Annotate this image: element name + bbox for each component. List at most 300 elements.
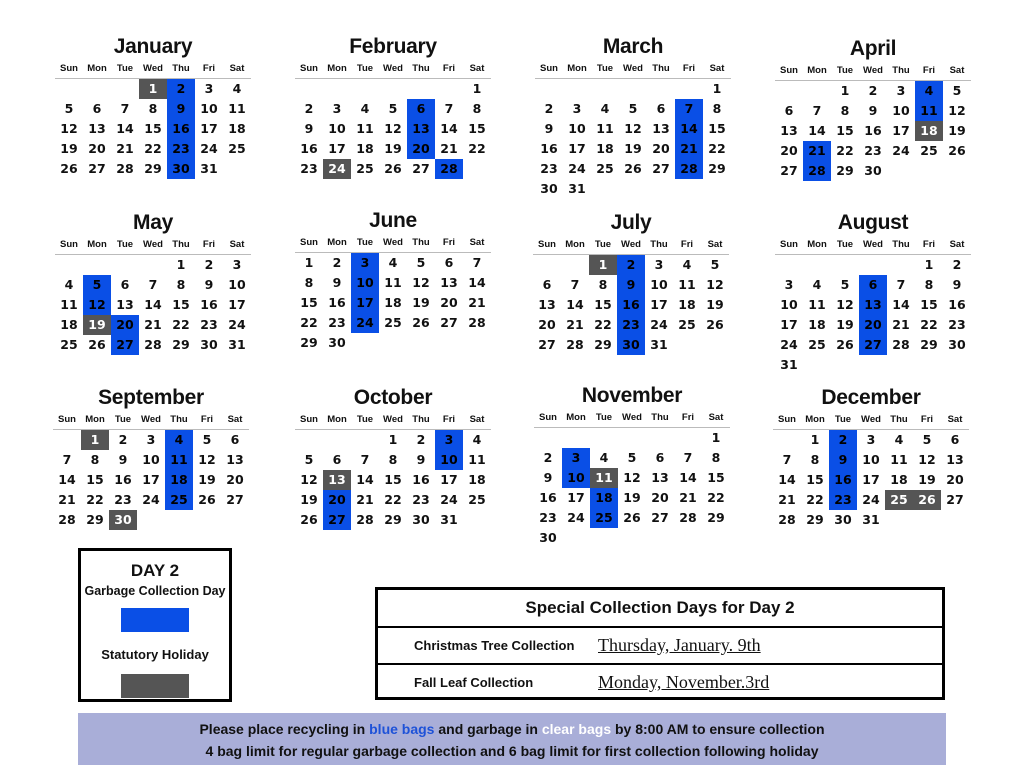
day-cell: 27 <box>88 161 106 176</box>
day-cell: 21 <box>58 492 76 507</box>
empty-day <box>111 255 139 275</box>
day-cell: 25 <box>60 337 78 352</box>
day-cell: 6 <box>784 103 794 118</box>
month-june <box>295 208 491 353</box>
weekday-label: Tue <box>596 63 614 74</box>
day-cell: 27 <box>652 161 670 176</box>
weekday-header <box>55 236 251 255</box>
day-cell: 1 <box>304 255 314 270</box>
empty-day <box>295 430 323 450</box>
month-days <box>295 79 491 179</box>
day-cell: 27 <box>946 492 964 507</box>
weekday-label: Mon <box>565 239 585 250</box>
day-cell: 1 <box>711 430 721 445</box>
weekday-label: Sat <box>227 414 243 425</box>
day-cell: 13 <box>226 452 244 467</box>
month-october <box>295 385 491 530</box>
day-cell: 2 <box>416 432 426 447</box>
day-cell: 20 <box>780 143 798 158</box>
day-cell: 16 <box>300 141 318 156</box>
day-cell: 15 <box>144 121 162 136</box>
month-september <box>53 385 249 530</box>
day-cell: 4 <box>812 277 822 292</box>
day-cell: 15 <box>86 472 104 487</box>
day-cell: 19 <box>412 295 430 310</box>
day-cell: 31 <box>200 161 218 176</box>
weekday-label: Wed <box>383 237 403 248</box>
day-cell: 17 <box>142 472 160 487</box>
day-cell: 14 <box>892 297 910 312</box>
collection-day: 4 <box>165 430 193 450</box>
collection-day: 6 <box>407 99 435 119</box>
weekday-label: Mon <box>87 63 107 74</box>
month-title: June <box>369 209 417 232</box>
weekday-label: Tue <box>594 239 612 250</box>
day-cell: 16 <box>200 297 218 312</box>
day-cell: 25 <box>678 317 696 332</box>
day-cell: 20 <box>538 317 556 332</box>
day-cell: 18 <box>596 141 614 156</box>
legend-title: DAY 2 <box>130 561 180 580</box>
day-cell: 25 <box>920 143 938 158</box>
day-cell: 23 <box>412 492 430 507</box>
day-cell: 21 <box>116 141 134 156</box>
day-cell: 8 <box>472 101 482 116</box>
day-cell: 29 <box>806 512 824 527</box>
day-cell: 3 <box>572 101 582 116</box>
day-cell: 25 <box>596 161 614 176</box>
day-cell: 22 <box>172 317 190 332</box>
weekday-label: Fri <box>682 63 696 74</box>
day-cell: 23 <box>114 492 132 507</box>
holiday-day: 30 <box>109 510 137 530</box>
day-cell: 29 <box>707 510 725 525</box>
month-days <box>535 79 731 199</box>
month-title: March <box>602 35 664 58</box>
day-cell: 7 <box>148 277 158 292</box>
empty-day <box>775 255 803 275</box>
month-august <box>775 210 971 375</box>
day-cell: 17 <box>650 297 668 312</box>
notice-line-2: 4 bag limit for regular garbage collection and 6 bag limit for first collection following holiday <box>205 743 819 759</box>
collection-day: 12 <box>83 295 111 315</box>
weekday-label: Sat <box>949 65 965 76</box>
weekday-label: Fri <box>200 414 214 425</box>
day-cell: 11 <box>468 452 486 467</box>
day-cell: 5 <box>388 101 398 116</box>
weekday-label: Sat <box>709 63 725 74</box>
month-days <box>295 253 491 353</box>
collection-day: 11 <box>915 101 943 121</box>
day-cell: 24 <box>567 510 585 525</box>
weekday-label: Mon <box>807 65 827 76</box>
day-cell: 9 <box>544 121 554 136</box>
collection-day: 20 <box>323 490 351 510</box>
weekday-label: Fri <box>202 63 216 74</box>
day-cell: 18 <box>808 317 826 332</box>
special-row-label: Fall Leaf Collection <box>414 675 534 690</box>
day-cell: 19 <box>623 490 641 505</box>
day-cell: 13 <box>440 275 458 290</box>
day-cell: 11 <box>890 452 908 467</box>
day-cell: 29 <box>836 163 854 178</box>
collection-day: 16 <box>617 295 645 315</box>
empty-day <box>859 255 887 275</box>
day-cell: 18 <box>356 141 374 156</box>
weekday-label: Mon <box>327 414 347 425</box>
day-cell: 26 <box>623 510 641 525</box>
day-cell: 25 <box>468 492 486 507</box>
day-cell: 11 <box>808 297 826 312</box>
collection-day: 2 <box>617 255 645 275</box>
weekday-label: Thu <box>892 65 910 76</box>
day-cell: 30 <box>948 337 966 352</box>
day-cell: 13 <box>538 297 556 312</box>
weekday-header <box>773 411 969 430</box>
weekday-label: Fri <box>680 239 694 250</box>
day-cell: 2 <box>204 257 214 272</box>
day-cell: 26 <box>198 492 216 507</box>
day-cell: 29 <box>86 512 104 527</box>
special-row-fall-leaf <box>378 663 942 700</box>
weekday-label: Wed <box>383 414 403 425</box>
day-cell: 16 <box>539 490 557 505</box>
day-cell: 11 <box>356 121 374 136</box>
day-cell: 30 <box>328 335 346 350</box>
weekday-label: Thu <box>412 63 430 74</box>
collection-day: 25 <box>165 490 193 510</box>
day-cell: 26 <box>300 512 318 527</box>
day-cell: 30 <box>864 163 882 178</box>
month-days <box>533 255 729 355</box>
empty-day <box>803 255 831 275</box>
empty-day <box>323 430 351 450</box>
day-cell: 24 <box>650 317 668 332</box>
day-cell: 6 <box>656 101 666 116</box>
day-cell: 30 <box>412 512 430 527</box>
day-cell: 22 <box>594 317 612 332</box>
weekday-header <box>775 236 971 255</box>
day-cell: 15 <box>384 472 402 487</box>
day-cell: 15 <box>708 121 726 136</box>
month-days <box>55 79 251 179</box>
collection-day: 10 <box>435 450 463 470</box>
day-cell: 23 <box>539 510 557 525</box>
weekday-label: Wed <box>622 412 642 423</box>
day-cell: 9 <box>952 277 962 292</box>
weekday-label: Mon <box>85 414 105 425</box>
day-cell: 1 <box>712 81 722 96</box>
day-cell: 31 <box>228 337 246 352</box>
collection-day: 28 <box>675 159 703 179</box>
weekday-label: Sun <box>58 414 76 425</box>
legend-holiday-swatch <box>121 674 189 698</box>
day-cell: 22 <box>144 141 162 156</box>
day-cell: 27 <box>226 492 244 507</box>
weekday-label: Sat <box>708 412 724 423</box>
day-cell: 24 <box>142 492 160 507</box>
day-cell: 6 <box>332 452 342 467</box>
day-cell: 1 <box>176 257 186 272</box>
weekday-label: Sat <box>229 63 245 74</box>
weekday-label: Mon <box>327 63 347 74</box>
day-cell: 7 <box>782 452 792 467</box>
day-cell: 21 <box>440 141 458 156</box>
day-cell: 5 <box>710 257 720 272</box>
day-cell: 6 <box>92 101 102 116</box>
collection-day: 23 <box>617 315 645 335</box>
day-cell: 9 <box>118 452 128 467</box>
day-cell: 8 <box>712 101 722 116</box>
day-cell: 18 <box>890 472 908 487</box>
weekday-label: Sun <box>300 414 318 425</box>
weekday-label: Wed <box>141 414 161 425</box>
day-cell: 12 <box>623 470 641 485</box>
holiday-day: 1 <box>589 255 617 275</box>
day-cell: 2 <box>118 432 128 447</box>
day-cell: 1 <box>388 432 398 447</box>
day-cell: 17 <box>568 141 586 156</box>
day-cell: 12 <box>624 121 642 136</box>
day-cell: 24 <box>862 492 880 507</box>
weekday-header <box>295 234 491 253</box>
month-title: November <box>581 384 683 407</box>
weekday-label: Mon <box>327 237 347 248</box>
day-cell: 12 <box>918 452 936 467</box>
day-cell: 7 <box>120 101 130 116</box>
weekday-label: Thu <box>651 412 669 423</box>
day-cell: 6 <box>230 432 240 447</box>
weekday-label: Tue <box>116 63 134 74</box>
day-cell: 22 <box>86 492 104 507</box>
day-cell: 14 <box>116 121 134 136</box>
day-cell: 11 <box>678 277 696 292</box>
day-cell: 28 <box>566 337 584 352</box>
collection-day: 3 <box>435 430 463 450</box>
day-cell: 8 <box>810 452 820 467</box>
weekday-label: Tue <box>836 239 854 250</box>
weekday-label: Fri <box>920 414 934 425</box>
empty-day <box>83 79 111 99</box>
weekday-label: Thu <box>892 239 910 250</box>
weekday-label: Mon <box>566 412 586 423</box>
day-cell: 19 <box>918 472 936 487</box>
day-cell: 14 <box>778 472 796 487</box>
collection-day: 24 <box>351 313 379 333</box>
weekday-label: Thu <box>890 414 908 425</box>
empty-day <box>591 79 619 99</box>
day-cell: 24 <box>200 141 218 156</box>
day-cell: 23 <box>328 315 346 330</box>
day-cell: 21 <box>778 492 796 507</box>
weekday-label: Thu <box>172 239 190 250</box>
day-cell: 23 <box>540 161 558 176</box>
holiday-day: 24 <box>323 159 351 179</box>
holiday-day: 25 <box>885 490 913 510</box>
weekday-label: Mon <box>805 414 825 425</box>
weekday-label: Sun <box>778 414 796 425</box>
collection-day: 9 <box>617 275 645 295</box>
day-cell: 10 <box>862 452 880 467</box>
day-cell: 17 <box>862 472 880 487</box>
collection-day: 23 <box>167 139 195 159</box>
weekday-label: Wed <box>623 63 643 74</box>
weekday-header <box>533 236 729 255</box>
special-row-date: Thursday, January. 9th <box>598 635 761 655</box>
day-cell: 16 <box>540 141 558 156</box>
weekday-label: Sat <box>707 239 723 250</box>
day-cell: 19 <box>948 123 966 138</box>
empty-day <box>647 79 675 99</box>
special-collection-table <box>375 587 945 700</box>
special-collection-title: Special Collection Days for Day 2 <box>378 590 942 628</box>
empty-day <box>351 430 379 450</box>
weekday-label: Wed <box>863 65 883 76</box>
day-cell: 27 <box>412 161 430 176</box>
legend-collection-label: Garbage Collection Day <box>84 584 226 598</box>
weekday-label: Tue <box>356 237 374 248</box>
day-cell: 14 <box>356 472 374 487</box>
weekday-label: Sun <box>539 412 557 423</box>
weekday-label: Sun <box>300 237 318 248</box>
empty-day <box>53 430 81 450</box>
weekday-label: Sat <box>469 414 485 425</box>
day-cell: 10 <box>892 103 910 118</box>
empty-day <box>619 79 647 99</box>
day-cell: 2 <box>304 101 314 116</box>
weekday-label: Fri <box>202 239 216 250</box>
day-cell: 4 <box>232 81 242 96</box>
month-title: January <box>113 35 193 58</box>
empty-day <box>773 430 801 450</box>
day-cell: 15 <box>836 123 854 138</box>
day-cell: 26 <box>706 317 724 332</box>
weekday-label: Tue <box>356 63 374 74</box>
day-cell: 11 <box>228 101 246 116</box>
weekday-label: Fri <box>442 237 456 248</box>
collection-day: 21 <box>675 139 703 159</box>
day-cell: 4 <box>64 277 74 292</box>
day-cell: 13 <box>946 452 964 467</box>
empty-day <box>83 255 111 275</box>
day-cell: 17 <box>892 123 910 138</box>
notice-text: Please place recycling in <box>199 721 370 737</box>
day-cell: 21 <box>892 317 910 332</box>
day-cell: 4 <box>472 432 482 447</box>
day-cell: 23 <box>948 317 966 332</box>
notice-clear-bags: clear bags <box>541 721 612 737</box>
day-cell: 28 <box>116 161 134 176</box>
empty-day <box>379 79 407 99</box>
day-cell: 12 <box>198 452 216 467</box>
day-cell: 22 <box>708 141 726 156</box>
weekday-label: Tue <box>114 414 132 425</box>
day-cell: 8 <box>711 450 721 465</box>
day-cell: 7 <box>444 101 454 116</box>
day-cell: 14 <box>679 470 697 485</box>
collection-day: 18 <box>590 488 618 508</box>
weekday-header <box>295 411 491 430</box>
day-cell: 11 <box>60 297 78 312</box>
day-cell: 7 <box>683 450 693 465</box>
legend-collection-swatch <box>121 608 189 632</box>
weekday-label: Sat <box>229 239 245 250</box>
collection-day: 11 <box>165 450 193 470</box>
day-cell: 22 <box>806 492 824 507</box>
day-cell: 8 <box>176 277 186 292</box>
weekday-header <box>55 60 251 79</box>
holiday-day: 1 <box>139 79 167 99</box>
day-cell: 4 <box>894 432 904 447</box>
weekday-label: Sun <box>780 65 798 76</box>
day-cell: 4 <box>600 101 610 116</box>
weekday-label: Tue <box>116 239 134 250</box>
day-cell: 4 <box>360 101 370 116</box>
day-cell: 5 <box>840 277 850 292</box>
collection-day: 23 <box>829 490 857 510</box>
collection-day: 30 <box>617 335 645 355</box>
weekday-label: Sun <box>60 239 78 250</box>
day-cell: 17 <box>440 472 458 487</box>
day-cell: 6 <box>542 277 552 292</box>
day-cell: 14 <box>58 472 76 487</box>
empty-day <box>295 79 323 99</box>
weekday-label: Sun <box>300 63 318 74</box>
day-cell: 14 <box>468 275 486 290</box>
day-cell: 19 <box>836 317 854 332</box>
day-cell: 26 <box>836 337 854 352</box>
collection-day: 28 <box>435 159 463 179</box>
collection-day: 27 <box>323 510 351 530</box>
legend-holiday-label: Statutory Holiday <box>101 647 209 662</box>
day-cell: 3 <box>204 81 214 96</box>
day-cell: 29 <box>144 161 162 176</box>
day-cell: 22 <box>920 317 938 332</box>
day-cell: 23 <box>864 143 882 158</box>
day-cell: 2 <box>332 255 342 270</box>
day-cell: 21 <box>679 490 697 505</box>
month-days <box>775 81 971 181</box>
month-days <box>53 430 249 530</box>
day-cell: 12 <box>60 121 78 136</box>
day-cell: 17 <box>328 141 346 156</box>
day-cell: 24 <box>440 492 458 507</box>
day-cell: 4 <box>682 257 692 272</box>
day-cell: 23 <box>300 161 318 176</box>
day-cell: 9 <box>868 103 878 118</box>
day-cell: 7 <box>812 103 822 118</box>
day-cell: 26 <box>88 337 106 352</box>
day-cell: 10 <box>650 277 668 292</box>
weekday-label: Sun <box>540 63 558 74</box>
day-cell: 11 <box>384 275 402 290</box>
day-cell: 15 <box>707 470 725 485</box>
day-cell: 26 <box>384 161 402 176</box>
collection-day: 9 <box>167 99 195 119</box>
empty-day <box>139 255 167 275</box>
day-cell: 24 <box>780 337 798 352</box>
day-cell: 15 <box>468 121 486 136</box>
day-cell: 5 <box>952 83 962 98</box>
day-cell: 31 <box>440 512 458 527</box>
day-cell: 26 <box>948 143 966 158</box>
holiday-day: 11 <box>590 468 618 488</box>
collection-day: 7 <box>675 99 703 119</box>
day-cell: 24 <box>568 161 586 176</box>
empty-day <box>55 255 83 275</box>
collection-day: 30 <box>167 159 195 179</box>
day-cell: 14 <box>808 123 826 138</box>
